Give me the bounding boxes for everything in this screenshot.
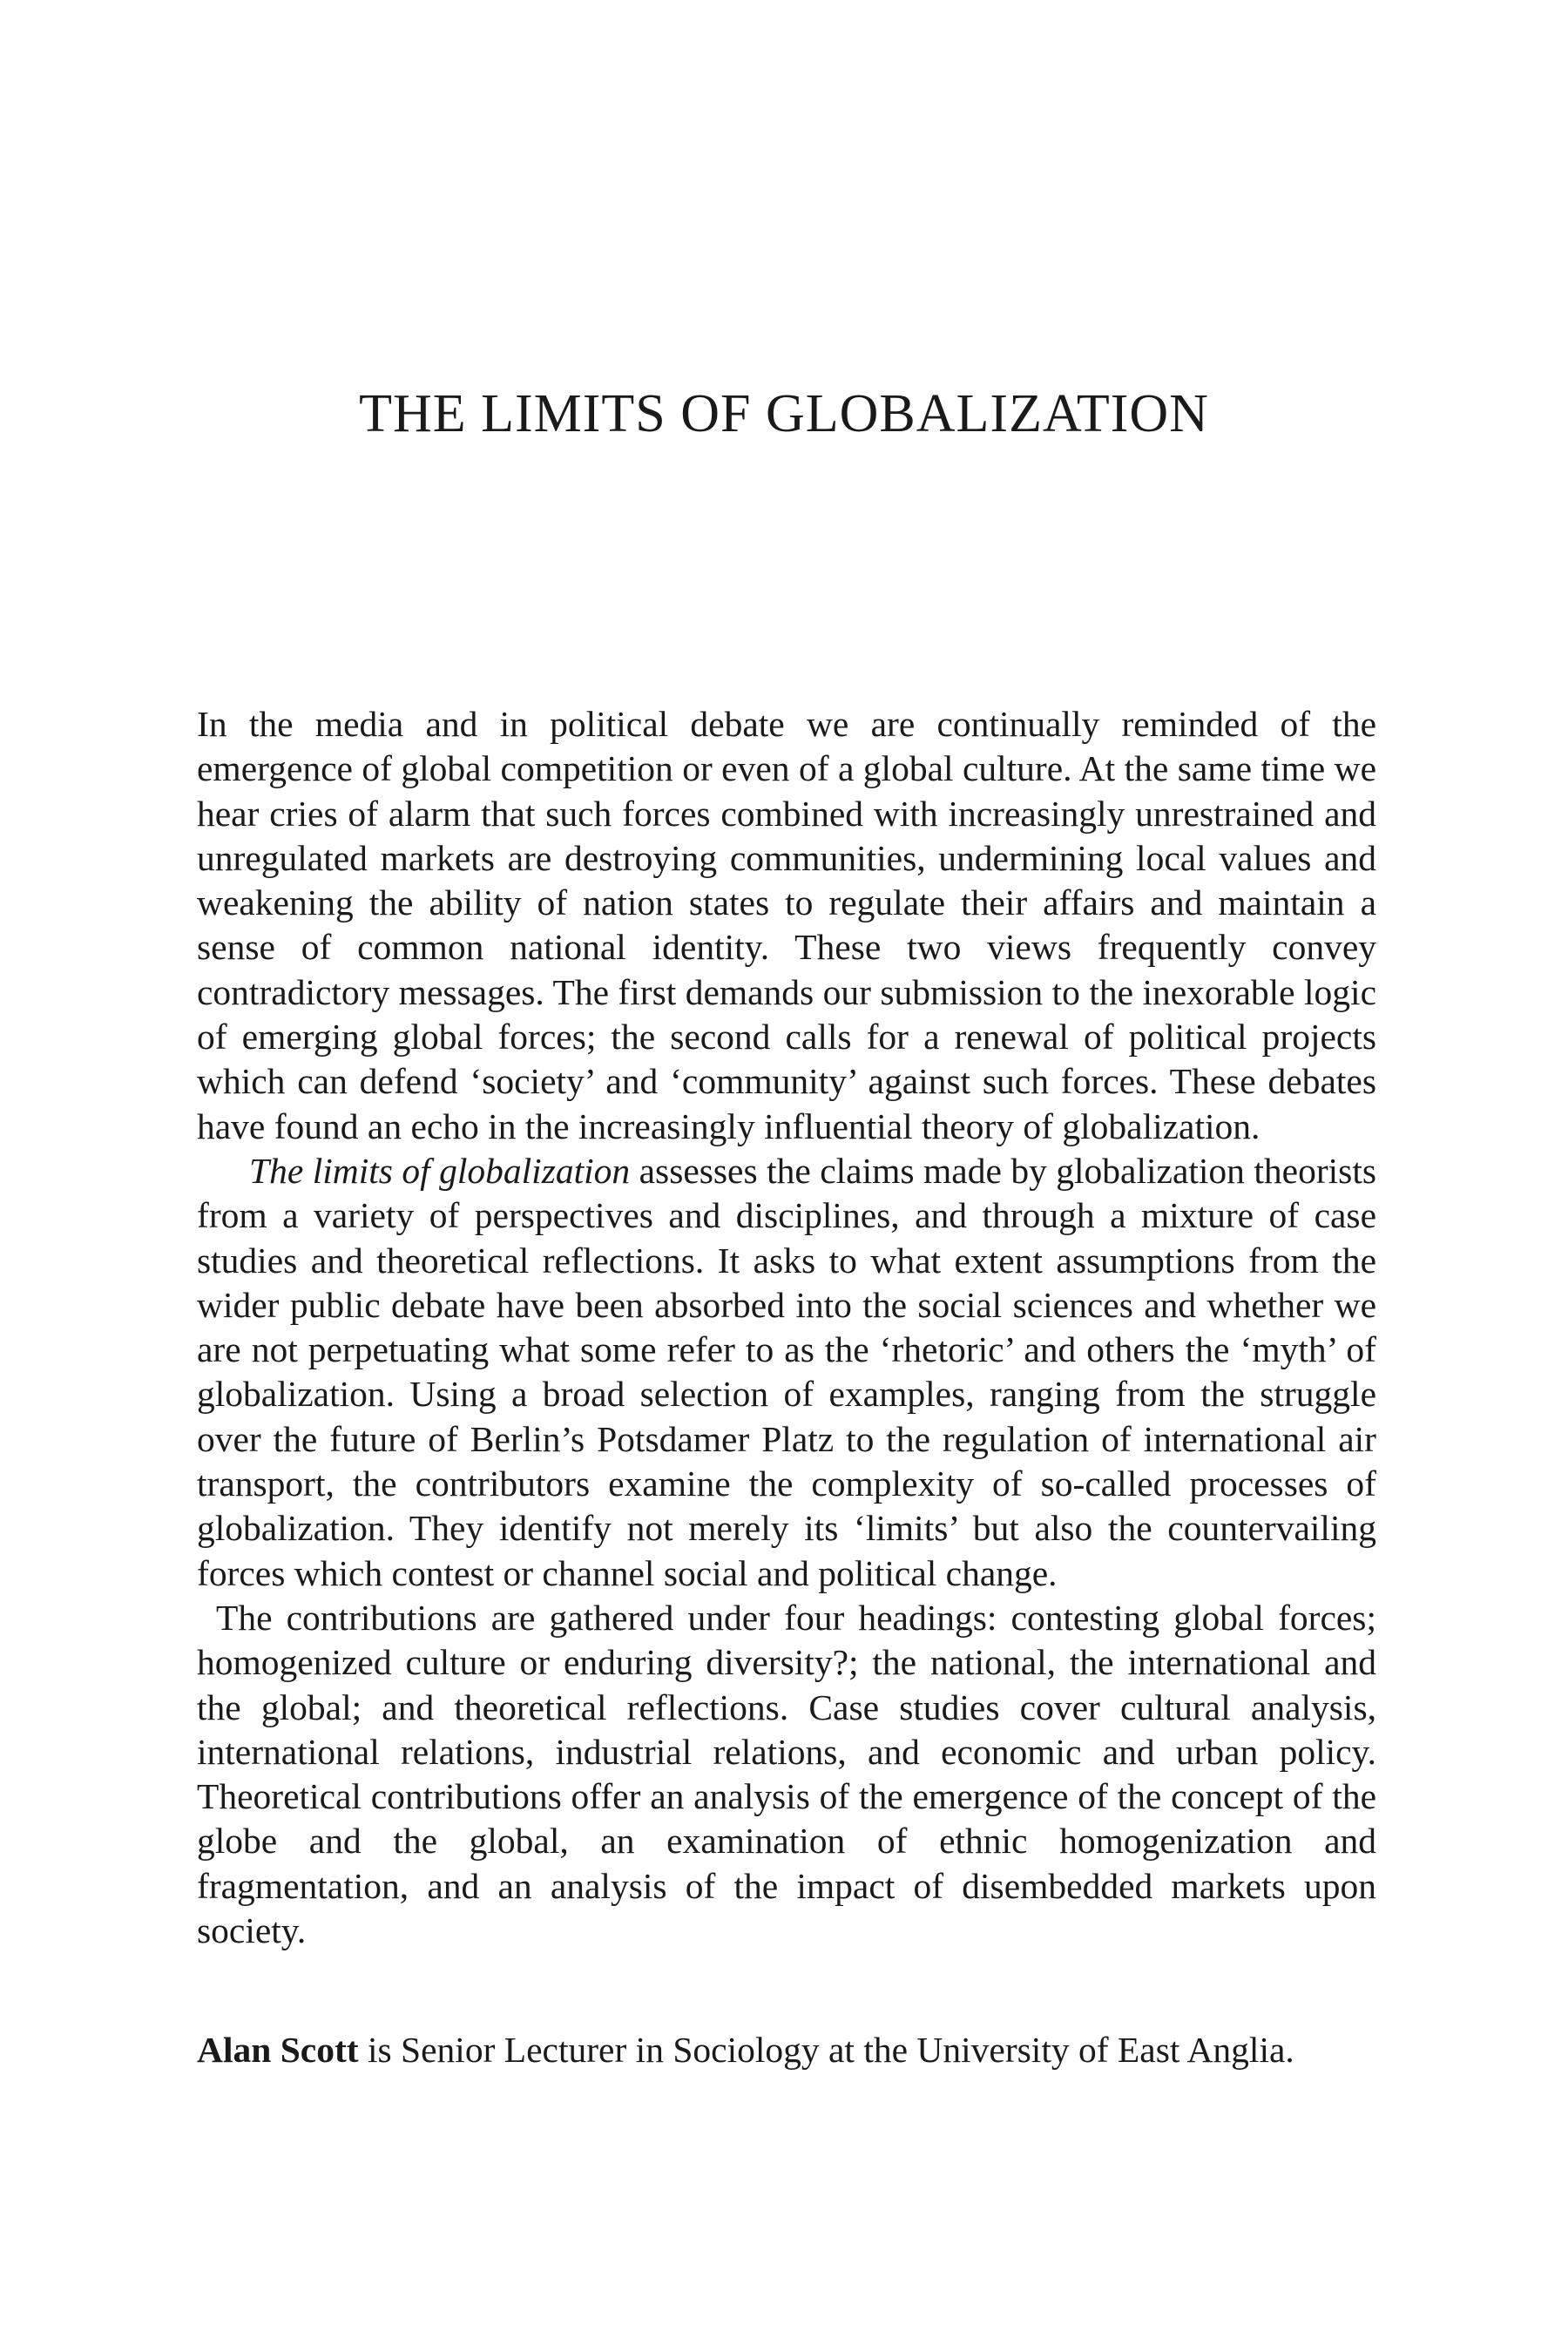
author-name: Alan Scott: [197, 2030, 359, 2070]
paragraph-intro: In the media and in political debate we are continually reminded of the emergence of global competition or even of a global culture. At the same time we hear cries of alarm that such forces combined with increasingly unrestrained and unregulated markets are destroying communities, undermining local values and weakening the ability of nation states to regulate their affairs and maintain a sense of common national identity. These two views frequently convey contradictory messages. The first demands our submission to the inexorable logic of emerging global forces; the second calls for a renewal of political projects which can defend ‘society’ and ‘community’ against such forces. These debates have found an echo in the increasingly influential theory of globalization.: [197, 704, 1376, 1146]
page-title: THE LIMITS OF GLOBALIZATION: [359, 384, 1209, 443]
book-title-italic: The limits of globalization: [249, 1150, 631, 1191]
paragraph-book-summary: [197, 1149, 1376, 1596]
paragraph-contributions: The contributions are gathered under four headings: contesting global forces; homogenized culture or enduring diversity?; the national, the international and the global; and theoretical reflections. Case studies cover cultural analysis, international relations, industrial relations, and economic and urban policy. Theoretical contributions offer an analysis of the emergence of the concept of the globe and the global, an examination of ethnic homogenization and fragmentation, and an analysis of the impact of disembedded markets upon society.: [197, 1597, 1376, 1951]
author-bio: [197, 2028, 1376, 2072]
paragraph-book-summary-text: assesses the claims made by globalization theorists from a variety of perspectives and disciplines, and through a mixture of case studies and theoretical reflections. It asks to what extent assumptions from the wider public debate have been absorbed into the social sciences and whether we are not perpetuating what some refer to as the ‘rhetoric’ and others the ‘myth’ of globalization. Using a broad selection of examples, ranging from the struggle over the future of Berlin’s Potsdamer Platz to the regulation of international air transport, the contributors examine the complexity of so-called processes of globalization. They identify not merely its ‘limits’ but also the countervailing forces which contest or channel social and political change.: [197, 1150, 1376, 1593]
blurb-body: [197, 702, 1376, 1953]
author-description: is Senior Lecturer in Sociology at the University of East Anglia.: [358, 2030, 1294, 2070]
